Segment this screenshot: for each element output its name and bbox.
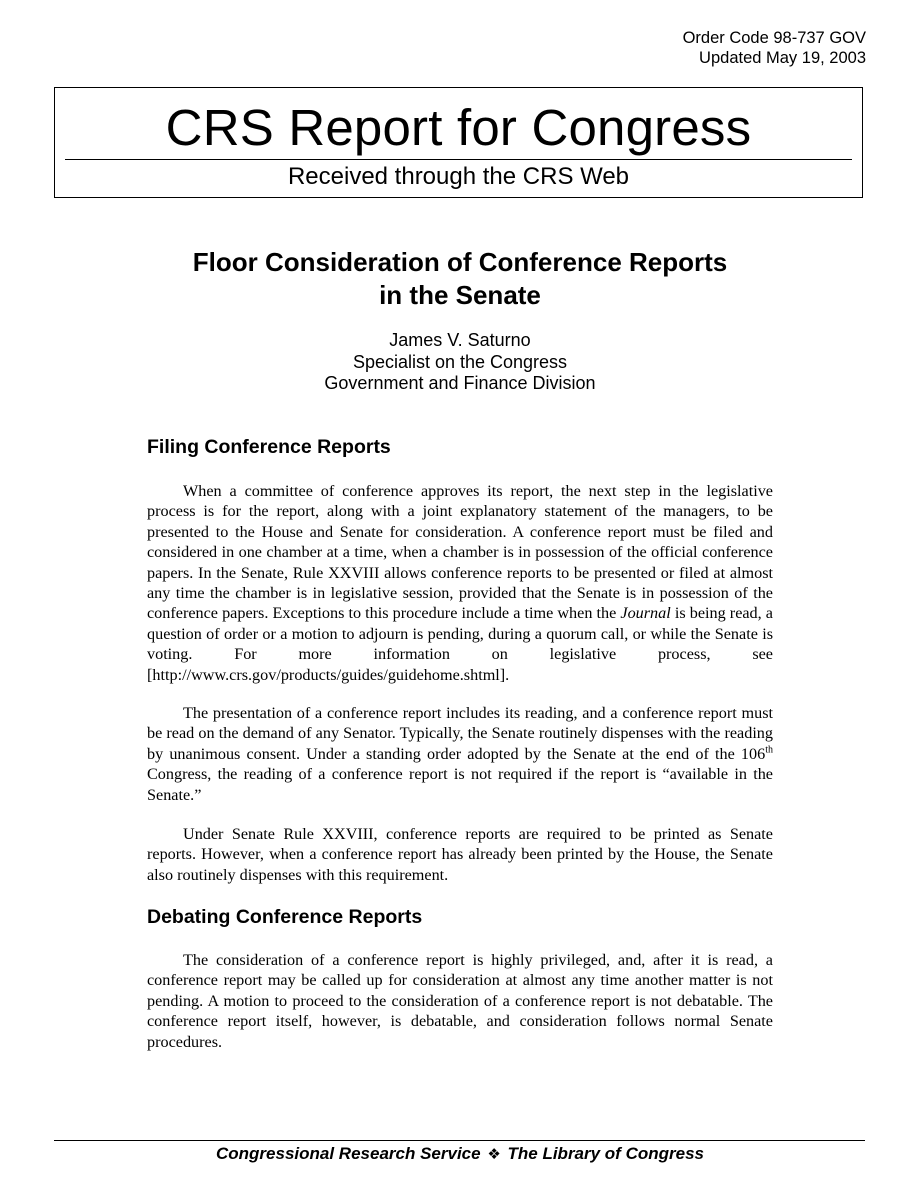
paragraph-text: When a committee of conference approves its report, the next step in the legislative process is for the report, along with a joint explanatory statement of the managers, to be presented to the House and Senate for consideration. A conference report must be filed and considered in one chamber at a time, when a chamber is in possession of the official conference papers. In the Senate, Rule XXVIII allows conference reports to be presented or filed at almost any time the chamber is in legislative session, provided that the Senate is in possession of the conference papers. Exceptions to this procedure include a time when the (147, 482, 773, 623)
footer (0, 1143, 920, 1166)
author-title: Specialist on the Congress (352, 351, 568, 372)
paragraph-filing-3: Under Senate Rule XXVIII, conference reports are required to be printed as Senate reports. However, when a conference report has already been printed by the House, the Senate also routinely dispenses with this requirement. (147, 825, 773, 884)
title-line-1: Floor Consideration of Conference Reports (192, 247, 728, 277)
paragraph-text: The presentation of a conference report includes its reading, and a conference report must be read on the demand of any Senator. Typically, the Senate routinely dispenses with the reading by unanimous consent. Under a standing order adopted by the Senate at the end of the 106 (147, 704, 773, 763)
footer-left: Congressional Research Service (216, 1144, 481, 1163)
paragraph-filing-1 (147, 481, 773, 685)
updated-date: Updated May 19, 2003 (699, 49, 866, 67)
report-header-box (54, 87, 863, 198)
order-code-block (683, 28, 866, 68)
section-heading-filing: Filing Conference Reports (147, 436, 391, 458)
journal-italic: Journal (620, 604, 671, 623)
diamond-separator-icon: ❖ (487, 1146, 501, 1163)
order-code: Order Code 98-737 GOV (682, 29, 866, 47)
title-line-2: in the Senate (379, 280, 541, 310)
footer-right: The Library of Congress (507, 1144, 704, 1163)
paragraph-text: Congress, the reading of a conference report is not required if the report is “available in the Senate.” (147, 765, 773, 804)
footer-divider (54, 1140, 865, 1141)
document-title (100, 246, 820, 312)
paragraph-debating-1: The consideration of a conference report is highly privileged, and, after it is read, a conference report may be called up for consideration at almost any time another matter is not pending. A motion to proceed to the consideration of a conference report is not debatable. The conference report itself, however, is debatable, and consideration follows normal Senate procedures. (147, 951, 773, 1051)
author-block (100, 330, 820, 395)
ordinal-superscript: th (765, 744, 773, 756)
paragraph-text: is being read, a question of order or a motion to adjourn is pending, during a quorum call, or while the Senate is voting. For more information on legislative process, see [http://www.crs.gov/products/guides/guidehome.shtml]. (147, 604, 773, 684)
header-divider (65, 159, 852, 160)
report-title: CRS Report for Congress (165, 99, 752, 156)
author-division: Government and Finance Division (324, 373, 596, 393)
section-heading-debating: Debating Conference Reports (147, 906, 423, 928)
paragraph-filing-2 (147, 703, 773, 805)
received-line: Received through the CRS Web (287, 163, 630, 190)
author-name: James V. Saturno (389, 330, 531, 350)
